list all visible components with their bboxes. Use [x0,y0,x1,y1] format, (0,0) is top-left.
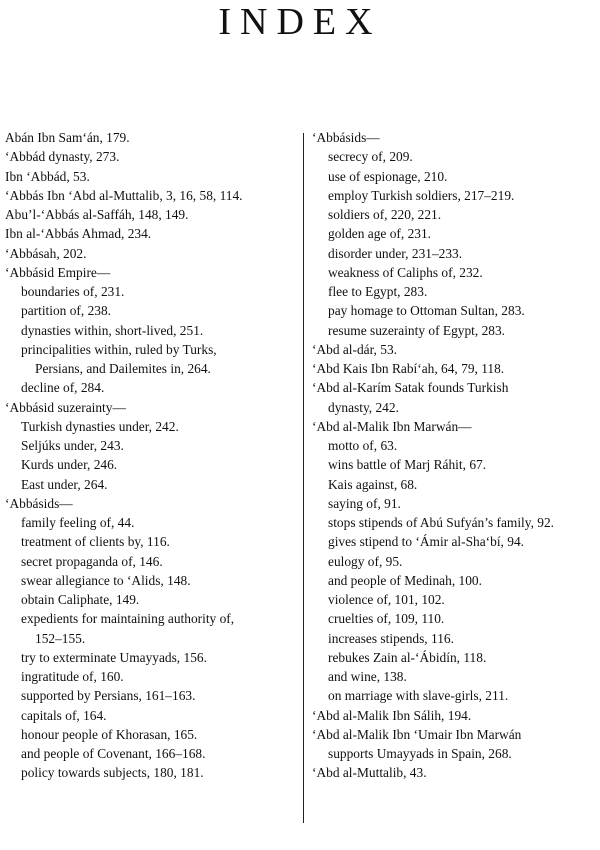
index-column-right [312,128,597,783]
index-subentry: violence of, 101, 102. [328,592,445,607]
index-subentry: partition of, 238. [21,303,112,319]
index-subentry: secrecy of, 209. [328,149,413,165]
index-subentry: and people of Covenant, 166–168. [21,746,206,761]
index-entry: ‘Abd Kais Ibn Rabí‘ah, 64, 79, 118. [312,361,505,376]
index-subentry: gives stipend to ‘Ámir al-Sha‘bí, 94. [328,534,524,550]
index-subentry: decline of, 284. [21,380,105,396]
index-entry: ‘Abbád dynasty, 273. [5,149,120,165]
index-subentry: supports Umayyads in Spain, 268. [328,746,512,761]
index-subentry: swear allegiance to ‘Alids, 148. [21,572,191,588]
index-entry: ‘Abd al-dár, 53. [312,341,397,357]
index-entry: ‘Abbásid suzerainty— [5,399,126,415]
index-subentry: increases stipends, 116. [328,630,454,646]
index-subentry: honour people of Khorasan, 165. [21,726,198,742]
index-subentry: on marriage with slave-girls, 211. [328,688,509,704]
column-divider [303,133,304,823]
index-subentry: principalities within, ruled by Turks, [21,341,217,357]
index-subentry: rebukes Zain al-‘Ábidín, 118. [328,649,487,665]
index-entry: ‘Abd al-Karím Satak founds Turkish [312,380,509,396]
index-subentry: pay homage to Ottoman Sultan, 283. [328,303,525,319]
index-entry: ‘Abd al-Muttalib, 43. [312,765,427,781]
index-subentry: motto of, 63. [328,438,398,453]
index-subentry: saying of, 91. [328,495,401,511]
index-subentry: employ Turkish soldiers, 217–219. [328,187,515,203]
index-entry: Ibn al-‘Abbás Ahmad, 234. [5,226,152,242]
index-subentry: Turkish dynasties under, 242. [21,418,179,434]
index-subentry: weakness of Caliphs of, 232. [328,264,483,280]
index-subentry: Seljúks under, 243. [21,438,124,453]
index-subentry: Kurds under, 246. [21,457,118,473]
index-entry: Abán Ibn Sam‘án, 179. [5,130,130,145]
index-entry: ‘Abbásids— [5,495,73,511]
index-entry: ‘Abd al-Malik Ibn ‘Umair Ibn Marwán [312,726,522,742]
index-subentry: treatment of clients by, 116. [21,534,170,550]
page-title: INDEX [218,1,382,43]
index-subentry: ingratitude of, 160. [21,669,124,684]
index-subentry: golden age of, 231. [328,226,432,242]
index-subentry: and wine, 138. [328,669,407,684]
index-subentry: family feeling of, 44. [21,515,135,530]
index-subentry: wins battle of Marj Ráhit, 67. [328,457,487,473]
index-subentry: secret propaganda of, 146. [21,553,163,569]
index-subentry: eulogy of, 95. [328,553,403,569]
index-subentry: dynasties within, short-lived, 251. [21,322,204,338]
index-subentry: Kais against, 68. [328,476,418,492]
index-column-left [5,128,295,783]
index-subentry: obtain Caliphate, 149. [21,592,140,607]
index-subentry: policy towards subjects, 180, 181. [21,765,204,781]
index-subentry: use of espionage, 210. [328,168,448,184]
index-subentry: boundaries of, 231. [21,284,125,299]
index-entry: Abu’l-‘Abbás al-Saffáh, 148, 149. [5,207,189,222]
index-entry: ‘Abd al-Malik Ibn Marwán— [312,418,472,434]
index-subentry: disorder under, 231–233. [328,245,463,261]
index-subentry: expedients for maintaining authority of, [21,611,235,627]
index-entry: ‘Abbás Ibn ‘Abd al-Muttalib, 3, 16, 58, 114. [5,187,243,203]
index-entry: ‘Abbásid Empire— [5,264,111,280]
index-continuation: Persians, and Dailemites in, 264. [35,361,211,376]
index-entry: ‘Abbásah, 202. [5,245,87,261]
index-entry: ‘Abd al-Malik Ibn Sálih, 194. [312,707,472,723]
index-subentry: dynasty, 242. [328,399,399,415]
index-continuation: 152–155. [35,630,86,646]
index-subentry: soldiers of, 220, 221. [328,207,442,222]
index-subentry: try to exterminate Umayyads, 156. [21,649,207,665]
index-subentry: resume suzerainty of Egypt, 283. [328,322,506,338]
index-subentry: flee to Egypt, 283. [328,284,428,299]
index-subentry: stops stipends of Abú Sufyán’s family, 92. [328,515,555,530]
index-entry: Ibn ‘Abbád, 53. [5,168,90,184]
index-subentry: supported by Persians, 161–163. [21,688,196,704]
index-subentry: capitals of, 164. [21,707,107,723]
index-subentry: cruelties of, 109, 110. [328,611,445,627]
index-subentry: and people of Medinah, 100. [328,572,482,588]
index-subentry: East under, 264. [21,476,108,492]
index-entry: ‘Abbásids— [312,130,380,145]
